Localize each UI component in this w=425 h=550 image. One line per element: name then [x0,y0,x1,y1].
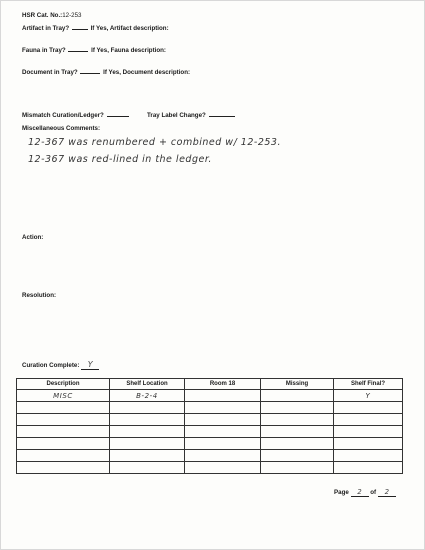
col-header-room-18: Room 18 [185,379,261,390]
table-cell [17,462,110,474]
tray-label-change-blank [209,110,235,117]
artifact-line [22,23,169,32]
page-total-value: 2 [378,489,396,497]
document-blank [80,67,100,74]
document-desc-label: If Yes, Document description: [103,69,191,76]
table-row [17,426,403,438]
page-label: Page [334,489,349,496]
table-cell [17,390,110,402]
table-cell [17,402,110,414]
table-row [17,414,403,426]
page-number-line [334,489,396,497]
table-cell [110,438,185,450]
table-cell [261,462,334,474]
table-row [17,402,403,414]
table-cell [110,414,185,426]
cell-shelf-final: Y [365,391,371,400]
table-cell [185,402,261,414]
curation-complete-line [22,361,99,370]
table-cell [334,438,403,450]
table-row [17,450,403,462]
cell-description: MISC [53,391,73,400]
table-cell [185,390,261,402]
catalog-number-label: HSR Cat. No.: [22,12,63,19]
table-row [17,438,403,450]
table-cell [110,426,185,438]
table-row [17,462,403,474]
curation-complete-value: Y [81,361,99,370]
fauna-line [22,45,166,54]
comment-line-2: 12-367 was red-lined in the ledger. [28,154,212,165]
inventory-table [16,378,403,474]
artifact-label: Artifact in Tray? [22,25,70,32]
table-cell [334,414,403,426]
table-header-row [17,379,403,390]
catalog-number-line [22,12,82,19]
cell-shelf-location: B-2-4 [136,391,158,400]
table-cell [261,414,334,426]
mismatch-line [22,110,130,119]
table-cell [185,462,261,474]
mismatch-blank [107,110,129,117]
table-cell [110,450,185,462]
fauna-label: Fauna in Tray? [22,47,66,54]
table-cell [261,402,334,414]
table-cell [17,438,110,450]
table-cell [334,390,403,402]
page-number-value: 2 [351,489,369,497]
table-cell [334,402,403,414]
resolution-label: Resolution: [22,292,57,299]
table-cell [334,450,403,462]
document-line [22,67,190,76]
table-cell [261,438,334,450]
col-header-shelf-final: Shelf Final? [334,379,403,390]
curation-complete-label: Curation Complete: [22,362,80,369]
fauna-desc-label: If Yes, Fauna description: [91,47,166,54]
action-label: Action: [22,234,44,241]
document-label: Document in Tray? [22,69,78,76]
artifact-blank [72,23,88,30]
table-cell [261,450,334,462]
table-cell [17,450,110,462]
tray-label-change-line [147,110,236,119]
catalog-number-value: 12-253 [62,12,82,19]
mismatch-label: Mismatch Curation/Ledger? [22,112,104,119]
table-cell [185,450,261,462]
artifact-desc-label: If Yes, Artifact description: [90,25,169,32]
table-cell [334,462,403,474]
col-header-shelf-location: Shelf Location [110,379,185,390]
col-header-description: Description [17,379,110,390]
table-cell [17,414,110,426]
fauna-blank [68,45,88,52]
misc-comments-label: Miscellaneous Comments: [22,125,101,132]
tray-label-change-label: Tray Label Change? [147,112,206,119]
table-cell [110,402,185,414]
table-cell [185,426,261,438]
of-label: of [370,489,377,496]
table-row [17,390,403,402]
table-cell [185,414,261,426]
table-cell [110,462,185,474]
table-cell [261,426,334,438]
col-header-missing: Missing [261,379,334,390]
table-cell [261,390,334,402]
comment-line-1: 12-367 was renumbered + combined w/ 12-253. [28,137,281,148]
table-cell [110,390,185,402]
table-cell [334,426,403,438]
table-cell [185,438,261,450]
table-cell [17,426,110,438]
